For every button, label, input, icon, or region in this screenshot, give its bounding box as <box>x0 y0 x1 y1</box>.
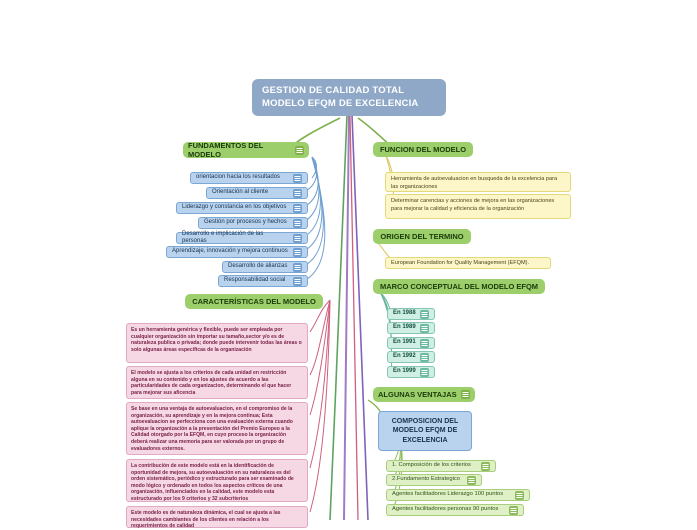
list-icon <box>420 324 429 333</box>
marco-year-4[interactable] <box>387 366 435 378</box>
caracteristica-paragraph-2-text: Se base en una ventaja de autoevaluacion, en el compromiso de la organización, su aprendizaje y en la mejora continua; Esta autoevaluacion se perfecciona con una evaluación externa cuando aplique la organización a la presentación del Premio Europeo a la Calidad otorgado por la EFQM, en cuyo proceso la organización deberá realizar una memoria para ser valorada por un grupo de evaluadores externos. <box>131 406 293 452</box>
marco-year-0-label: En 1988 <box>393 310 416 317</box>
sub-fundamento-0[interactable] <box>190 172 308 184</box>
list-icon <box>509 506 518 515</box>
list-icon <box>293 219 302 228</box>
list-icon <box>293 189 302 198</box>
sub-fundamento-1[interactable] <box>206 187 308 199</box>
composicion-criterio-1-label: 2.Fundamento Estrategico <box>392 476 460 483</box>
list-icon <box>515 491 524 500</box>
origen-note-0[interactable] <box>385 257 551 269</box>
sub-fundamento-4-label: Desarrollo e implicación de las personas <box>182 230 264 244</box>
caracteristica-paragraph-1-text: El modelo se ajusta a los criterios de cada unidad en restricción alguna en su contenido y en los ajustes de acuerdo a las particularidades de cada organizacion, determinando el que hacer para mejorar sus aficencia <box>131 370 292 396</box>
branch-composicion-label: COMPOSICION DEL MODELO EFQM DE EXCELENCIA <box>391 417 459 444</box>
composicion-criterio-2-label: Agentes facilitadores Liderazgo 100 puntos <box>392 491 504 498</box>
list-icon <box>420 339 429 348</box>
caracteristica-paragraph-4-text: Este modelo es de naturaleza dinámica, el cual se ajusta a las necesidades cambiantes de los clientes en relación a los requerimientos de calidad <box>131 510 281 530</box>
list-icon <box>420 310 429 319</box>
origen-note-0-text: European Foundation for Quality Management (EFQM). <box>391 259 530 266</box>
list-icon <box>295 146 304 155</box>
list-icon <box>293 263 302 272</box>
branch-ventajas-label: ALGUNAS VENTAJAS <box>378 389 457 399</box>
sub-fundamento-3[interactable] <box>198 217 308 229</box>
marco-year-0[interactable] <box>387 308 435 320</box>
funcion-note-1[interactable] <box>385 194 571 219</box>
marco-year-3-label: En 1992 <box>393 353 416 360</box>
list-icon <box>467 476 476 485</box>
funcion-note-1-text: Determinar carencias y acciones de mejora en las organizaciones para mejorar la calidad y eficiencia de la organización <box>391 198 555 212</box>
branch-caracteristicas[interactable] <box>185 294 323 309</box>
root-title-node[interactable] <box>252 79 446 116</box>
branch-origen[interactable] <box>373 229 471 244</box>
sub-fundamento-6[interactable] <box>222 261 308 273</box>
sub-fundamento-0-label: orientacion hacia los resultados <box>196 174 281 181</box>
sub-fundamento-4[interactable] <box>176 232 308 244</box>
sub-fundamento-5[interactable] <box>166 246 308 258</box>
sub-fundamento-2-label: Liderazgo y constancia en los objetivos <box>182 204 287 211</box>
list-icon <box>293 248 302 257</box>
marco-year-1[interactable] <box>387 322 435 334</box>
caracteristica-paragraph-4[interactable] <box>126 506 308 528</box>
composicion-criterio-3[interactable] <box>386 504 524 516</box>
branch-ventajas[interactable] <box>373 387 475 402</box>
list-icon <box>293 234 302 243</box>
branch-composicion[interactable] <box>378 411 472 451</box>
branch-marco[interactable] <box>373 279 545 294</box>
branch-fundamentos-label: FUNDAMENTOS DEL MODELO <box>188 140 264 159</box>
branch-origen-label: ORIGEN DEL TERMINO <box>380 231 464 241</box>
composicion-criterio-3-label: Agentes facilitadores personas 90 puntos <box>392 506 499 513</box>
branch-funcion-label: FUNCION DEL MODELO <box>379 144 467 154</box>
marco-year-2-label: En 1991 <box>393 339 416 346</box>
sub-fundamento-6-label: Desarrollo de alianzas <box>228 263 288 270</box>
sub-fundamento-7-label: Responsabilidad social <box>224 277 286 284</box>
branch-caracteristicas-label: CARACTERÍSTICAS DEL MODELO <box>192 296 316 306</box>
sub-fundamento-7[interactable] <box>218 275 308 287</box>
sub-fundamento-2[interactable] <box>176 202 308 214</box>
branch-funcion[interactable] <box>373 142 473 157</box>
composicion-criterio-0-label: 1. Composición de los criterios <box>392 462 471 469</box>
list-icon <box>420 353 429 362</box>
marco-year-1-label: En 1989 <box>393 324 416 331</box>
list-icon <box>293 204 302 213</box>
list-icon <box>293 174 302 183</box>
caracteristica-paragraph-2[interactable] <box>126 402 308 455</box>
caracteristica-paragraph-1[interactable] <box>126 366 308 399</box>
list-icon <box>420 368 429 377</box>
marco-year-3[interactable] <box>387 351 435 363</box>
composicion-criterio-0[interactable] <box>386 460 496 472</box>
marco-year-2[interactable] <box>387 337 435 349</box>
funcion-note-0[interactable] <box>385 172 571 192</box>
sub-fundamento-1-label: Orientación al cliente <box>212 189 269 196</box>
branch-marco-label: MARCO CONCEPTUAL DEL MODELO EFQM <box>379 281 539 291</box>
composicion-criterio-1[interactable] <box>386 474 482 486</box>
list-icon <box>461 390 470 399</box>
list-icon <box>293 277 302 286</box>
composicion-criterio-2[interactable] <box>386 489 530 501</box>
caracteristica-paragraph-3[interactable] <box>126 459 308 502</box>
marco-year-4-label: En 1999 <box>393 368 416 375</box>
caracteristica-paragraph-0[interactable] <box>126 323 308 363</box>
sub-fundamento-5-label: Aprendizaje, innovación y mejora continuos <box>172 248 288 255</box>
sub-fundamento-3-label: Gestión por procesos y hechos <box>204 219 287 226</box>
branch-fundamentos[interactable] <box>183 142 309 158</box>
root-title-label: GESTION DE CALIDAD TOTAL MODELO EFQM DE EXCELENCIA <box>262 84 419 109</box>
funcion-note-0-text: Herramienta de autoevaluacion en busqueda de la excelencia para las organizaciones <box>391 176 558 190</box>
list-icon <box>481 462 490 471</box>
caracteristica-paragraph-3-text: La contribución de este modelo está en la identificación de oportunidad de mejora, su autoevaluación en su naturaleza es del orden sistemático, periódico y estructurado para ser examinado de modo lógico y ordenado en todos los aspectos críticos de una organización, influenciados en la calidad, este modelo esta estructurado por los 9 criterios y 32 subcriterios <box>131 463 294 503</box>
caracteristica-paragraph-0-text: Es un herramienta genérica y flexible, puede ser empleada por cualquier organización sin importar su tamaño,sector y/o es de naturaleza publica o privada; donde puede intervenir todas las áreas o solo algunas áreas especificas de la organización <box>131 327 302 353</box>
